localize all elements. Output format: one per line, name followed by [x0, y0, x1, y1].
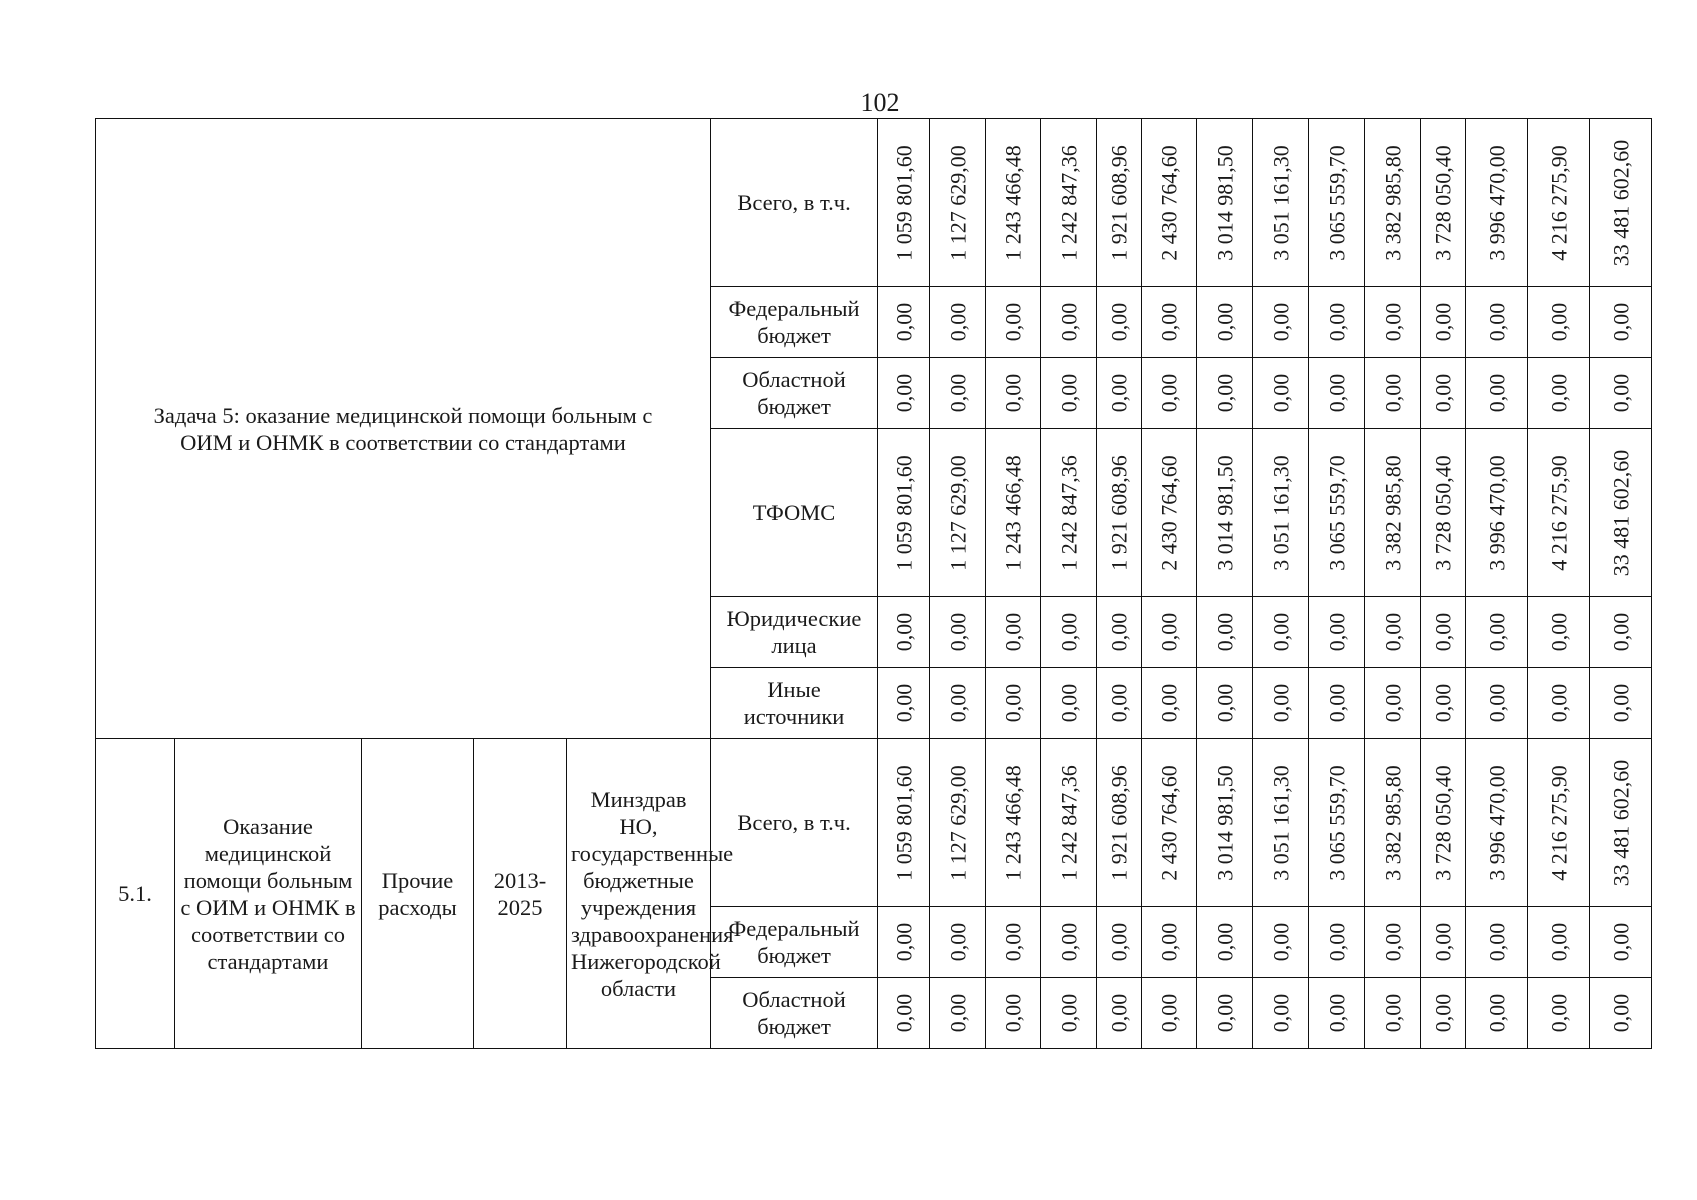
amount-value: 0,00: [945, 993, 971, 1033]
amount-value: 0,00: [1268, 993, 1294, 1033]
amount-value: 0,00: [1268, 373, 1294, 413]
amount-value: 0,00: [1156, 302, 1182, 342]
amount-cell: [1590, 668, 1652, 739]
amount-value: 0,00: [1484, 993, 1510, 1033]
amount-cell: [878, 429, 930, 597]
amount-value: 4 216 275,90: [1546, 454, 1572, 571]
amount-value: 1 243 466,48: [1000, 454, 1026, 571]
amount-cell: [1197, 978, 1253, 1049]
amount-cell: [1421, 907, 1466, 978]
amount-cell: [1253, 119, 1309, 287]
amount-cell: [986, 358, 1041, 429]
amount-value: 3 014 981,50: [1212, 144, 1238, 261]
amount-cell: [1197, 597, 1253, 668]
amount-value: 1 059 801,60: [891, 454, 917, 571]
amount-cell: [878, 978, 930, 1049]
amount-value: 1 242 847,36: [1056, 454, 1082, 571]
amount-value: 0,00: [1608, 302, 1634, 342]
amount-cell: [878, 287, 930, 358]
amount-value: 3 728 050,40: [1430, 144, 1456, 261]
amount-value: 0,00: [1484, 373, 1510, 413]
amount-value: 0,00: [1430, 612, 1456, 652]
amount-value: 0,00: [945, 373, 971, 413]
amount-value: 0,00: [1324, 373, 1350, 413]
amount-value: 0,00: [1380, 302, 1406, 342]
amount-value: 0,00: [891, 612, 917, 652]
amount-cell: [1041, 429, 1097, 597]
amount-value: 0,00: [1056, 302, 1082, 342]
amount-value: 0,00: [1430, 302, 1456, 342]
amount-cell: [1365, 119, 1421, 287]
expense-type: Прочие расходы: [362, 739, 474, 1049]
amount-cell: [986, 739, 1041, 907]
amount-value: 0,00: [1380, 683, 1406, 723]
amount-cell: [1097, 907, 1142, 978]
amount-value: 0,00: [1324, 612, 1350, 652]
amount-value: 0,00: [1546, 612, 1572, 652]
amount-cell: [1253, 907, 1309, 978]
amount-cell: [1253, 287, 1309, 358]
page-number: 102: [860, 88, 900, 117]
budget-table: [95, 118, 1652, 1049]
amount-value: 0,00: [1608, 683, 1634, 723]
amount-value: 0,00: [1546, 993, 1572, 1033]
amount-cell: [1421, 668, 1466, 739]
amount-cell: [1142, 739, 1197, 907]
amount-cell: [1253, 978, 1309, 1049]
amount-cell: [1466, 597, 1528, 668]
amount-value: 0,00: [1430, 373, 1456, 413]
amount-value: 3 996 470,00: [1484, 144, 1510, 261]
item-name: Оказание медицинской помощи больным с ОИМ и ОНМК в соответствии со стандартами: [175, 739, 362, 1049]
amount-cell: [986, 597, 1041, 668]
amount-cell: [1041, 668, 1097, 739]
amount-cell: [986, 119, 1041, 287]
amount-value: 3 728 050,40: [1430, 764, 1456, 881]
amount-value: 0,00: [1380, 993, 1406, 1033]
amount-value: 0,00: [1106, 302, 1132, 342]
amount-cell: [986, 907, 1041, 978]
amount-value: 2 430 764,60: [1156, 454, 1182, 571]
amount-value: 0,00: [1324, 922, 1350, 962]
amount-value: 0,00: [891, 373, 917, 413]
amount-value: 0,00: [891, 993, 917, 1033]
amount-cell: [1421, 739, 1466, 907]
amount-value: 0,00: [1000, 302, 1026, 342]
amount-cell: [1142, 978, 1197, 1049]
amount-cell: [1197, 668, 1253, 739]
amount-value: 4 216 275,90: [1546, 144, 1572, 261]
amount-cell: [1528, 119, 1590, 287]
amount-value: 33 481 602,60: [1608, 759, 1634, 886]
amount-cell: [1365, 668, 1421, 739]
amount-value: 0,00: [1484, 922, 1510, 962]
amount-value: 0,00: [1000, 683, 1026, 723]
amount-value: 0,00: [1000, 993, 1026, 1033]
amount-cell: [1142, 597, 1197, 668]
amount-value: 0,00: [1608, 612, 1634, 652]
amount-cell: [1309, 119, 1365, 287]
amount-cell: [930, 358, 986, 429]
amount-cell: [1041, 287, 1097, 358]
amount-value: 0,00: [1000, 612, 1026, 652]
amount-cell: [878, 668, 930, 739]
amount-value: 0,00: [1430, 922, 1456, 962]
amount-cell: [1097, 978, 1142, 1049]
amount-value: 0,00: [1268, 302, 1294, 342]
amount-value: 0,00: [1056, 373, 1082, 413]
amount-cell: [1466, 358, 1528, 429]
amount-cell: [1421, 978, 1466, 1049]
amount-cell: [1421, 429, 1466, 597]
amount-cell: [1097, 358, 1142, 429]
amount-cell: [1097, 739, 1142, 907]
amount-value: 3 996 470,00: [1484, 764, 1510, 881]
amount-cell: [1309, 668, 1365, 739]
amount-value: 1 921 608,96: [1106, 764, 1132, 881]
amount-cell: [1528, 358, 1590, 429]
amount-value: 0,00: [1546, 373, 1572, 413]
amount-cell: [1253, 429, 1309, 597]
amount-value: 0,00: [1380, 612, 1406, 652]
amount-value: 1 059 801,60: [891, 144, 917, 261]
amount-value: 0,00: [1106, 373, 1132, 413]
amount-cell: [1466, 978, 1528, 1049]
amount-cell: [1466, 907, 1528, 978]
amount-cell: [878, 358, 930, 429]
amount-value: 0,00: [1268, 683, 1294, 723]
amount-value: 0,00: [1106, 922, 1132, 962]
amount-cell: [1097, 119, 1142, 287]
amount-value: 0,00: [1000, 373, 1026, 413]
amount-value: 1 242 847,36: [1056, 144, 1082, 261]
amount-value: 0,00: [891, 683, 917, 723]
amount-value: 0,00: [1484, 683, 1510, 723]
amount-value: 0,00: [1056, 993, 1082, 1033]
amount-value: 0,00: [1484, 612, 1510, 652]
amount-value: 3 051 161,30: [1268, 764, 1294, 881]
period: 2013-2025: [474, 739, 567, 1049]
amount-value: 0,00: [1212, 922, 1238, 962]
amount-value: 0,00: [1056, 683, 1082, 723]
amount-value: 0,00: [1106, 683, 1132, 723]
amount-value: 3 065 559,70: [1324, 764, 1350, 881]
amount-value: 3 728 050,40: [1430, 454, 1456, 571]
amount-cell: [1421, 119, 1466, 287]
task-title: Задача 5: оказание медицинской помощи больным с ОИМ и ОНМК в соответствии со стандартами: [96, 119, 711, 739]
amount-cell: [878, 597, 930, 668]
amount-value: 3 051 161,30: [1268, 454, 1294, 571]
amount-value: 0,00: [1212, 373, 1238, 413]
amount-value: 0,00: [1608, 993, 1634, 1033]
amount-value: 0,00: [1056, 612, 1082, 652]
amount-value: 0,00: [1324, 683, 1350, 723]
amount-value: 0,00: [1430, 683, 1456, 723]
amount-cell: [1142, 287, 1197, 358]
amount-cell: [930, 978, 986, 1049]
amount-value: 0,00: [1106, 612, 1132, 652]
amount-value: 0,00: [1324, 993, 1350, 1033]
amount-value: 0,00: [1156, 993, 1182, 1033]
amount-cell: [930, 429, 986, 597]
amount-cell: [1142, 429, 1197, 597]
amount-value: 0,00: [945, 612, 971, 652]
amount-cell: [930, 668, 986, 739]
amount-value: 0,00: [891, 922, 917, 962]
amount-cell: [1142, 119, 1197, 287]
amount-cell: [1466, 287, 1528, 358]
amount-cell: [1097, 429, 1142, 597]
amount-cell: [878, 119, 930, 287]
amount-cell: [1197, 429, 1253, 597]
amount-value: 0,00: [945, 683, 971, 723]
task-row: [96, 119, 1652, 287]
amount-cell: [1041, 739, 1097, 907]
amount-value: 3 014 981,50: [1212, 764, 1238, 881]
amount-cell: [1365, 358, 1421, 429]
amount-value: 0,00: [945, 302, 971, 342]
funding-source: Федеральный бюджет: [711, 287, 878, 358]
amount-cell: [986, 668, 1041, 739]
amount-cell: [1365, 287, 1421, 358]
amount-cell: [1590, 907, 1652, 978]
amount-cell: [878, 739, 930, 907]
amount-cell: [1421, 287, 1466, 358]
amount-value: 1 921 608,96: [1106, 454, 1132, 571]
amount-value: 2 430 764,60: [1156, 764, 1182, 881]
amount-cell: [1528, 597, 1590, 668]
amount-cell: [1309, 429, 1365, 597]
amount-cell: [1041, 978, 1097, 1049]
amount-cell: [1590, 287, 1652, 358]
amount-value: 0,00: [1608, 373, 1634, 413]
amount-cell: [1421, 597, 1466, 668]
amount-cell: [1142, 907, 1197, 978]
amount-cell: [1253, 739, 1309, 907]
amount-cell: [1197, 358, 1253, 429]
amount-cell: [1466, 668, 1528, 739]
amount-cell: [1309, 978, 1365, 1049]
amount-cell: [1365, 597, 1421, 668]
amount-value: 1 059 801,60: [891, 764, 917, 881]
amount-value: 0,00: [1546, 302, 1572, 342]
item-number: 5.1.: [96, 739, 175, 1049]
amount-cell: [1197, 287, 1253, 358]
amount-value: 1 242 847,36: [1056, 764, 1082, 881]
amount-cell: [1365, 739, 1421, 907]
amount-value: 0,00: [1056, 922, 1082, 962]
amount-value: 0,00: [1212, 612, 1238, 652]
funding-source: Иные источники: [711, 668, 878, 739]
amount-cell: [1197, 907, 1253, 978]
amount-value: 3 382 985,80: [1380, 454, 1406, 571]
funding-source: Областной бюджет: [711, 358, 878, 429]
amount-cell: [1142, 358, 1197, 429]
amount-value: 0,00: [1212, 993, 1238, 1033]
amount-value: 1 243 466,48: [1000, 764, 1026, 881]
amount-cell: [986, 287, 1041, 358]
amount-cell: [1528, 739, 1590, 907]
amount-cell: [1041, 358, 1097, 429]
amount-value: 3 996 470,00: [1484, 454, 1510, 571]
amount-value: 1 127 629,00: [945, 144, 971, 261]
funding-source: ТФОМС: [711, 429, 878, 597]
amount-cell: [1253, 597, 1309, 668]
funding-source: Всего, в т.ч.: [711, 739, 878, 907]
amount-value: 1 127 629,00: [945, 454, 971, 571]
amount-cell: [1041, 907, 1097, 978]
item-row: [96, 739, 1652, 907]
amount-cell: [1466, 119, 1528, 287]
amount-cell: [1097, 668, 1142, 739]
amount-cell: [1253, 358, 1309, 429]
amount-value: 0,00: [1380, 922, 1406, 962]
amount-value: 33 481 602,60: [1608, 139, 1634, 266]
amount-cell: [1421, 358, 1466, 429]
amount-cell: [1590, 739, 1652, 907]
amount-value: 4 216 275,90: [1546, 764, 1572, 881]
amount-cell: [1590, 358, 1652, 429]
amount-cell: [1466, 429, 1528, 597]
amount-value: 0,00: [1546, 683, 1572, 723]
amount-cell: [1309, 287, 1365, 358]
amount-value: 0,00: [1546, 922, 1572, 962]
amount-cell: [1142, 668, 1197, 739]
amount-cell: [1365, 429, 1421, 597]
funding-source: Юридические лица: [711, 597, 878, 668]
amount-cell: [1309, 739, 1365, 907]
amount-value: 0,00: [945, 922, 971, 962]
amount-cell: [1528, 287, 1590, 358]
amount-value: 0,00: [1380, 373, 1406, 413]
amount-value: 0,00: [1000, 922, 1026, 962]
amount-cell: [986, 978, 1041, 1049]
amount-cell: [1528, 907, 1590, 978]
executor: Минздрав НО, государственные бюджетные учреждения здравоохранения Нижегородской области: [567, 739, 711, 1049]
amount-cell: [1590, 119, 1652, 287]
amount-value: 0,00: [1268, 922, 1294, 962]
amount-cell: [1590, 429, 1652, 597]
amount-cell: [1528, 668, 1590, 739]
amount-cell: [930, 907, 986, 978]
amount-cell: [878, 907, 930, 978]
amount-cell: [1309, 597, 1365, 668]
amount-cell: [1590, 978, 1652, 1049]
amount-value: 0,00: [1484, 302, 1510, 342]
amount-value: 0,00: [891, 302, 917, 342]
amount-cell: [1528, 978, 1590, 1049]
amount-value: 1 127 629,00: [945, 764, 971, 881]
amount-cell: [1309, 358, 1365, 429]
amount-value: 0,00: [1156, 683, 1182, 723]
amount-cell: [1309, 907, 1365, 978]
amount-cell: [1041, 119, 1097, 287]
amount-cell: [930, 119, 986, 287]
amount-value: 0,00: [1212, 302, 1238, 342]
amount-value: 0,00: [1156, 612, 1182, 652]
amount-cell: [1097, 597, 1142, 668]
amount-cell: [930, 597, 986, 668]
amount-value: 3 051 161,30: [1268, 144, 1294, 261]
funding-source: Областной бюджет: [711, 978, 878, 1049]
amount-value: 3 382 985,80: [1380, 764, 1406, 881]
funding-source: Всего, в т.ч.: [711, 119, 878, 287]
amount-value: 3 014 981,50: [1212, 454, 1238, 571]
amount-cell: [1365, 978, 1421, 1049]
amount-cell: [1041, 597, 1097, 668]
amount-value: 0,00: [1156, 922, 1182, 962]
amount-value: 1 243 466,48: [1000, 144, 1026, 261]
amount-value: 0,00: [1430, 993, 1456, 1033]
amount-cell: [930, 739, 986, 907]
amount-value: 0,00: [1106, 993, 1132, 1033]
amount-value: 0,00: [1608, 922, 1634, 962]
amount-cell: [1097, 287, 1142, 358]
amount-cell: [986, 429, 1041, 597]
amount-cell: [1365, 907, 1421, 978]
amount-value: 0,00: [1212, 683, 1238, 723]
amount-value: 0,00: [1268, 612, 1294, 652]
funding-source: Федеральный бюджет: [711, 907, 878, 978]
amount-value: 3 382 985,80: [1380, 144, 1406, 261]
amount-cell: [930, 287, 986, 358]
amount-value: 1 921 608,96: [1106, 144, 1132, 261]
amount-value: 3 065 559,70: [1324, 144, 1350, 261]
amount-cell: [1197, 739, 1253, 907]
amount-cell: [1253, 668, 1309, 739]
amount-value: 2 430 764,60: [1156, 144, 1182, 261]
amount-value: 0,00: [1324, 302, 1350, 342]
amount-value: 3 065 559,70: [1324, 454, 1350, 571]
amount-cell: [1590, 597, 1652, 668]
amount-value: 33 481 602,60: [1608, 449, 1634, 576]
amount-cell: [1528, 429, 1590, 597]
amount-cell: [1197, 119, 1253, 287]
amount-value: 0,00: [1156, 373, 1182, 413]
amount-cell: [1466, 739, 1528, 907]
